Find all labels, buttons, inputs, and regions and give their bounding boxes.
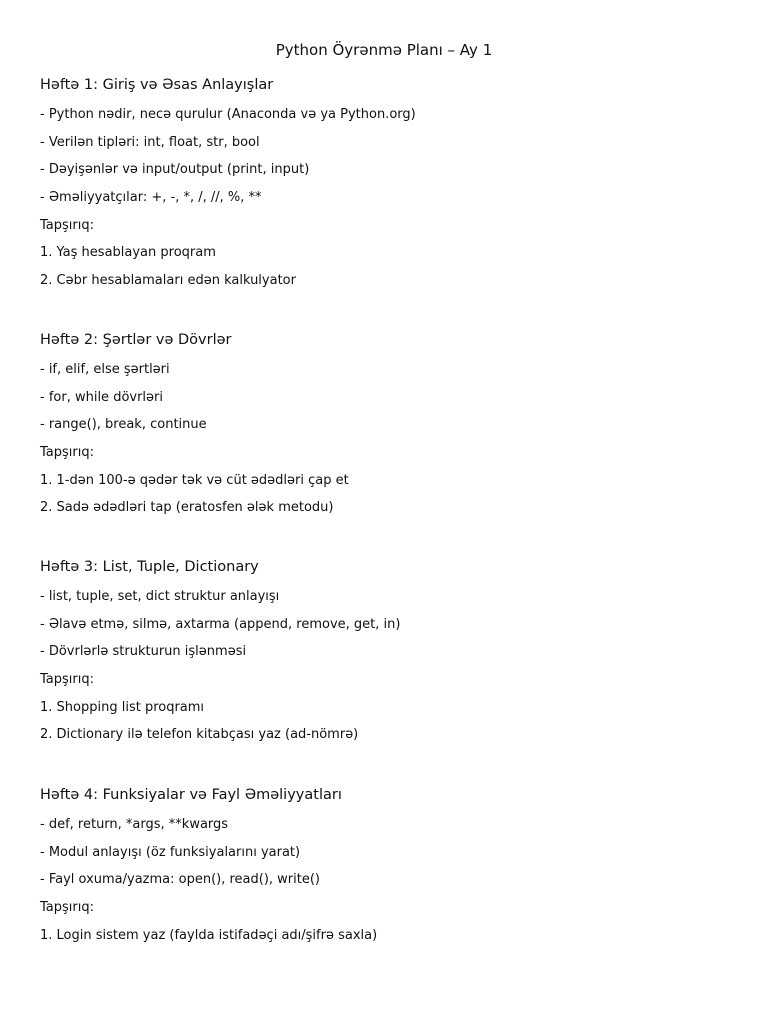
week-section-4 bbox=[40, 786, 740, 944]
task-item: 1. Yaş hesablayan proqram bbox=[40, 245, 216, 261]
list-item: - Modul anlayışı (öz funksiyalarını yarat) bbox=[40, 844, 301, 860]
task-label: Tapşırıq: bbox=[40, 900, 94, 916]
list-item: - Əlavə etmə, silmə, axtarma (append, remove, get, in) bbox=[40, 616, 401, 632]
list-item: - range(), break, continue bbox=[40, 417, 207, 433]
week-section-2 bbox=[40, 331, 740, 516]
list-item: - Fayl oxuma/yazma: open(), read(), write() bbox=[40, 872, 320, 888]
document-title: Python Öyrənmə Planı – Ay 1 bbox=[275, 41, 493, 59]
list-item: - Dövrlərlə strukturun işlənməsi bbox=[40, 644, 247, 660]
list-item: - def, return, *args, **kwargs bbox=[40, 817, 229, 832]
list-item: - for, while dövrləri bbox=[40, 389, 163, 405]
week-section-1 bbox=[40, 76, 740, 289]
week-heading: Həftə 1: Giriş və Əsas Anlayışlar bbox=[40, 77, 274, 93]
task-item: 2. Dictionary ilə telefon kitabçası yaz (ad-nömrə) bbox=[40, 727, 359, 743]
list-item: - if, elif, else şərtləri bbox=[40, 362, 170, 377]
task-item: 1. Login sistem yaz (faylda istifadəçi adı/şifrə saxla) bbox=[40, 927, 378, 943]
task-item: 2. Cəbr hesablamaları edən kalkulyator bbox=[40, 273, 296, 289]
list-item: - Verilən tipləri: int, float, str, bool bbox=[40, 134, 260, 150]
list-item: - list, tuple, set, dict struktur anlayışı bbox=[40, 589, 280, 604]
week-heading: Həftə 4: Funksiyalar və Fayl Əməliyyatları bbox=[40, 787, 342, 803]
week-heading: Həftə 2: Şərtlər və Dövrlər bbox=[40, 332, 232, 348]
task-item: 1. Shopping list proqramı bbox=[40, 699, 205, 715]
list-item: - Python nədir, necə qurulur (Anaconda və ya Python.org) bbox=[40, 107, 416, 122]
task-item: 1. 1-dən 100-ə qədər tək və cüt ədədləri çap et bbox=[40, 472, 349, 488]
week-heading: Həftə 3: List, Tuple, Dictionary bbox=[40, 559, 259, 575]
task-label: Tapşırıq: bbox=[40, 445, 94, 461]
week-section-3 bbox=[40, 558, 740, 743]
list-item: - Əməliyyatçılar: +, -, *, /, //, %, ** bbox=[40, 190, 262, 206]
task-label: Tapşırıq: bbox=[40, 672, 94, 688]
task-label: Tapşırıq: bbox=[40, 217, 94, 233]
list-item: - Dəyişənlər və input/output (print, input) bbox=[40, 162, 310, 178]
task-item: 2. Sadə ədədləri tap (eratosfen ələk metodu) bbox=[40, 500, 334, 516]
